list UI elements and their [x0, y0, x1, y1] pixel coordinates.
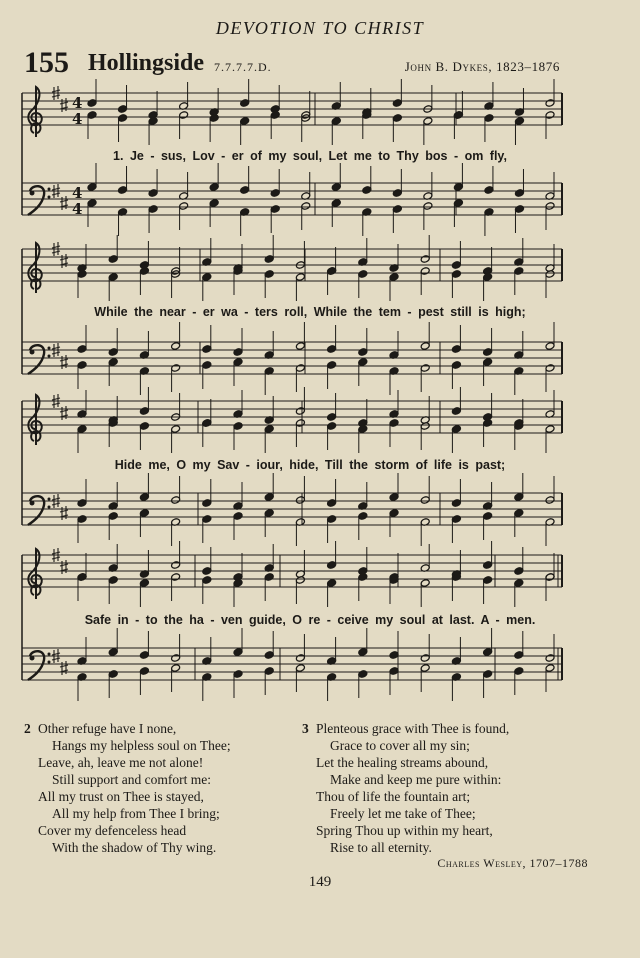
verse-line: Freely let me take of Thee; — [330, 806, 476, 821]
verse-line: Other refuge have I none, — [38, 721, 177, 736]
note-head — [264, 667, 274, 676]
note-head — [327, 499, 337, 508]
verse-line: All my help from Thee I bring; — [52, 806, 220, 821]
bass-clef-dot-icon — [30, 501, 35, 506]
note-head — [77, 345, 87, 354]
note-head — [87, 199, 97, 208]
time-signature-denominator: 4 — [72, 110, 83, 128]
bass-clef-dot-icon — [30, 656, 35, 661]
note-head — [233, 358, 243, 367]
note-head — [202, 361, 212, 370]
note-head — [514, 493, 524, 502]
verse-line: Rise to all eternity. — [330, 840, 432, 855]
note-head — [392, 99, 402, 108]
note-head — [202, 273, 212, 282]
note-head — [77, 361, 87, 370]
verse-line: Let the healing streams abound, — [316, 755, 489, 770]
note-head — [270, 189, 280, 198]
note-head — [233, 648, 243, 657]
verse-line: Cover my defenceless head — [38, 823, 187, 838]
composer: John B. Dykes, 1823–1876 — [404, 59, 560, 74]
note-head — [362, 186, 372, 195]
verse-line: Make and keep me pure within: — [330, 772, 502, 787]
note-head — [389, 667, 399, 676]
time-signature-denominator: 4 — [72, 200, 83, 218]
note-head — [209, 183, 219, 192]
note-head — [87, 183, 97, 192]
sharp-icon — [60, 196, 68, 210]
bass-clef-dot-icon — [48, 506, 51, 509]
note-head — [514, 117, 524, 126]
note-head — [327, 413, 337, 422]
note-head — [483, 358, 493, 367]
note-head — [77, 425, 87, 434]
note-head — [389, 493, 399, 502]
note-head — [108, 255, 118, 264]
note-head — [327, 361, 337, 370]
bass-clef-dot-icon — [48, 661, 51, 664]
note-head — [484, 114, 494, 123]
note-head — [171, 573, 181, 582]
note-head — [264, 573, 274, 582]
note-head — [451, 270, 461, 279]
note-head — [118, 186, 128, 195]
note-head — [545, 425, 555, 434]
note-head — [233, 670, 243, 679]
note-head — [483, 670, 493, 679]
sharp-icon — [60, 254, 68, 268]
sharp-icon — [60, 98, 68, 112]
note-head — [389, 509, 399, 518]
lyric-line-1: 1. Je - sus, Lov - er of my soul, Let me to Thy bos - om fly, — [113, 149, 507, 163]
note-head — [295, 273, 305, 282]
note-head — [108, 273, 118, 282]
verse-line: Still support and comfort me: — [52, 772, 211, 787]
bass-clef-dot-icon — [48, 653, 51, 656]
bass-clef-icon — [28, 651, 44, 680]
note-head — [295, 496, 305, 505]
section-title: DEVOTION TO CHRIST — [215, 18, 425, 38]
note-head — [453, 199, 463, 208]
note-head — [451, 261, 461, 270]
note-head — [453, 183, 463, 192]
note-head — [108, 576, 118, 585]
note-head — [483, 348, 493, 357]
note-head — [514, 651, 524, 660]
bass-clef-icon — [28, 496, 44, 525]
note-head — [514, 567, 524, 576]
note-head — [423, 202, 433, 211]
note-head — [392, 189, 402, 198]
note-head — [148, 189, 158, 198]
note-head — [202, 345, 212, 354]
sharp-icon — [60, 661, 68, 675]
note-head — [171, 342, 181, 351]
note-head — [202, 576, 212, 585]
bass-clef-dot-icon — [48, 188, 51, 191]
note-head — [202, 419, 212, 428]
note-head — [327, 579, 337, 588]
tune-name: Hollingside — [88, 50, 205, 76]
note-head — [389, 273, 399, 282]
verse-number: 3 — [302, 721, 309, 736]
note-head — [171, 425, 181, 434]
note-head — [545, 202, 555, 211]
note-head — [233, 348, 243, 357]
verse-line: Thou of life the fountain art; — [316, 789, 471, 804]
hymn-number: 155 — [24, 46, 69, 79]
note-head — [264, 493, 274, 502]
note-head — [451, 425, 461, 434]
note-head — [77, 499, 87, 508]
note-head — [240, 99, 250, 108]
note-head — [484, 186, 494, 195]
note-head — [233, 422, 243, 431]
note-head — [295, 419, 305, 428]
note-head — [545, 496, 555, 505]
note-head — [264, 509, 274, 518]
note-head — [483, 561, 493, 570]
treble-clef-icon — [28, 395, 41, 445]
bass-clef-dot-icon — [48, 347, 51, 350]
note-head — [139, 651, 149, 660]
note-head — [423, 117, 433, 126]
sharp-icon — [60, 355, 68, 369]
note-head — [209, 199, 219, 208]
verse-line: Hangs my helpless soul on Thee; — [52, 738, 231, 753]
note-head — [139, 407, 149, 416]
note-head — [420, 267, 430, 276]
note-head — [77, 515, 87, 524]
note-head — [327, 561, 337, 570]
note-head — [358, 348, 368, 357]
bass-clef-dot-icon — [48, 498, 51, 501]
meter: 7.7.7.7.D. — [214, 60, 272, 74]
sharp-icon — [60, 406, 68, 420]
lyric-line-2: While the near - er wa - ters roll, While the tem - pest still is high; — [94, 305, 526, 319]
note-head — [514, 579, 524, 588]
note-head — [545, 364, 555, 373]
note-head — [139, 422, 149, 431]
verse-2 — [24, 720, 231, 856]
note-head — [108, 670, 118, 679]
note-head — [451, 499, 461, 508]
note-head — [171, 664, 181, 673]
note-head — [139, 509, 149, 518]
note-head — [451, 515, 461, 524]
note-head — [514, 509, 524, 518]
note-head — [327, 345, 337, 354]
note-head — [118, 114, 128, 123]
note-head — [139, 579, 149, 588]
note-head — [358, 270, 368, 279]
note-head — [118, 105, 128, 114]
note-head — [139, 493, 149, 502]
bass-clef-dot-icon — [48, 196, 51, 199]
verse-line: Spring Thou up within my heart, — [316, 823, 493, 838]
treble-clef-icon — [28, 243, 41, 293]
note-head — [545, 573, 555, 582]
lyric-line-3: Hide me, O my Sav - iour, hide, Till the storm of life is past; — [114, 458, 506, 472]
note-head — [451, 361, 461, 370]
note-head — [264, 255, 274, 264]
note-head — [389, 651, 399, 660]
note-head — [139, 667, 149, 676]
note-head — [331, 117, 341, 126]
note-head — [420, 342, 430, 351]
note-head — [392, 114, 402, 123]
bass-clef-icon — [28, 186, 44, 215]
verse-number: 2 — [24, 721, 31, 736]
note-head — [545, 654, 555, 663]
note-head — [295, 342, 305, 351]
note-head — [295, 664, 305, 673]
note-head — [358, 648, 368, 657]
verse-3 — [302, 720, 510, 856]
note-head — [392, 205, 402, 214]
note-head — [77, 573, 87, 582]
bass-clef-dot-icon — [30, 191, 35, 196]
note-head — [451, 345, 461, 354]
note-head — [295, 654, 305, 663]
note-head — [148, 205, 158, 214]
page-number: 149 — [308, 874, 332, 890]
note-head — [420, 496, 430, 505]
note-head — [420, 664, 430, 673]
note-head — [295, 364, 305, 373]
treble-clef-icon — [28, 87, 41, 137]
note-head — [171, 496, 181, 505]
note-head — [358, 670, 368, 679]
note-head — [87, 99, 97, 108]
note-head — [202, 515, 212, 524]
note-head — [270, 205, 280, 214]
note-head — [202, 567, 212, 576]
note-head — [545, 664, 555, 673]
note-head — [171, 654, 181, 663]
note-head — [301, 202, 311, 211]
note-head — [358, 358, 368, 367]
author-credit: Charles Wesley, 1707–1788 — [437, 856, 588, 870]
note-head — [240, 186, 250, 195]
lyric-line-4: Safe in - to the ha - ven guide, O re - ceive my soul at last. A - men. — [84, 613, 536, 627]
verse-line: With the shadow of Thy wing. — [52, 840, 217, 855]
note-head — [179, 111, 189, 120]
note-head — [545, 342, 555, 351]
bass-clef-dot-icon — [30, 350, 35, 355]
note-head — [451, 407, 461, 416]
verse-line: Plenteous grace with Thee is found, — [316, 721, 510, 736]
verse-line: Leave, ah, leave me not alone! — [38, 755, 204, 770]
note-head — [514, 667, 524, 676]
note-head — [240, 117, 250, 126]
note-head — [264, 425, 274, 434]
sharp-icon — [60, 560, 68, 574]
note-head — [327, 267, 337, 276]
note-head — [171, 364, 181, 373]
note-head — [420, 654, 430, 663]
note-head — [327, 515, 337, 524]
note-head — [420, 364, 430, 373]
note-head — [545, 111, 555, 120]
note-head — [264, 270, 274, 279]
note-head — [483, 576, 493, 585]
note-head — [331, 183, 341, 192]
note-head — [420, 255, 430, 264]
note-head — [108, 648, 118, 657]
note-head — [87, 111, 97, 120]
time-signature-numerator: 4 — [72, 94, 83, 112]
note-head — [483, 648, 493, 657]
note-head — [264, 651, 274, 660]
note-head — [514, 267, 524, 276]
sharp-icon — [60, 506, 68, 520]
note-head — [108, 358, 118, 367]
bass-clef-icon — [28, 345, 44, 374]
note-head — [453, 111, 463, 120]
verse-line: All my trust on Thee is stayed, — [38, 789, 204, 804]
bass-clef-dot-icon — [48, 355, 51, 358]
note-head — [295, 407, 305, 416]
note-head — [545, 99, 555, 108]
note-head — [171, 561, 181, 570]
note-head — [108, 512, 118, 521]
note-head — [514, 189, 524, 198]
note-head — [483, 512, 493, 521]
note-head — [331, 199, 341, 208]
note-head — [327, 422, 337, 431]
note-head — [202, 499, 212, 508]
note-head — [233, 512, 243, 521]
note-head — [389, 419, 399, 428]
note-head — [514, 205, 524, 214]
note-head — [179, 202, 189, 211]
note-head — [108, 348, 118, 357]
note-head — [420, 579, 430, 588]
time-signature-numerator: 4 — [72, 184, 83, 202]
verse-line: Grace to cover all my sin; — [330, 738, 470, 753]
treble-clef-icon — [28, 549, 41, 599]
note-head — [358, 512, 368, 521]
